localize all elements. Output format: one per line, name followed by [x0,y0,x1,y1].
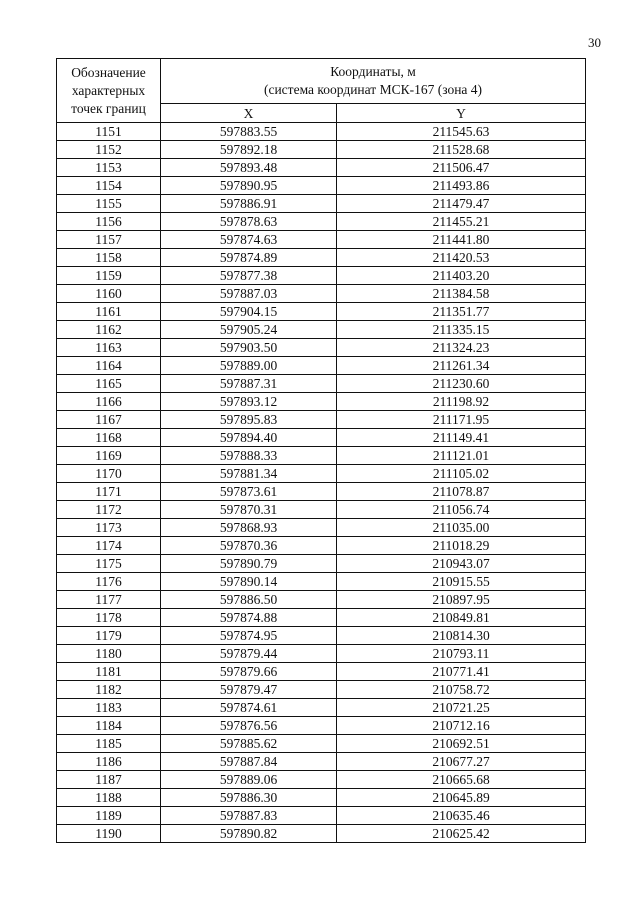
coordinates-table [56,58,586,843]
y-coordinate-cell: 211351.77 [337,303,586,321]
y-coordinate-cell: 210677.27 [337,753,586,771]
table-row [57,681,586,699]
y-column-header: Y [337,104,586,123]
table-row [57,123,586,141]
point-number-cell: 1188 [57,789,161,807]
point-number-cell: 1180 [57,645,161,663]
x-coordinate-cell: 597903.50 [161,339,337,357]
table-row [57,753,586,771]
x-coordinate-cell: 597877.38 [161,267,337,285]
y-coordinate-cell: 211545.63 [337,123,586,141]
x-coordinate-cell: 597890.82 [161,825,337,843]
point-number-cell: 1156 [57,213,161,231]
point-header-line-3: точек границ [71,100,146,116]
y-coordinate-cell: 211035.00 [337,519,586,537]
table-row [57,609,586,627]
y-coordinate-cell: 210814.30 [337,627,586,645]
table-row [57,573,586,591]
table-row [57,591,586,609]
y-coordinate-cell: 211149.41 [337,429,586,447]
y-coordinate-cell: 210897.95 [337,591,586,609]
y-coordinate-cell: 211479.47 [337,195,586,213]
point-number-cell: 1168 [57,429,161,447]
x-coordinate-cell: 597879.44 [161,645,337,663]
point-number-cell: 1189 [57,807,161,825]
point-number-cell: 1151 [57,123,161,141]
x-coordinate-cell: 597874.89 [161,249,337,267]
table-row [57,519,586,537]
point-number-cell: 1183 [57,699,161,717]
table-row [57,321,586,339]
x-coordinate-cell: 597893.12 [161,393,337,411]
y-coordinate-cell: 211198.92 [337,393,586,411]
x-coordinate-cell: 597883.55 [161,123,337,141]
x-coordinate-cell: 597895.83 [161,411,337,429]
table-row [57,339,586,357]
y-coordinate-cell: 211420.53 [337,249,586,267]
point-number-cell: 1187 [57,771,161,789]
x-coordinate-cell: 597874.88 [161,609,337,627]
table-row [57,267,586,285]
point-number-cell: 1154 [57,177,161,195]
coordinates-header [161,59,586,104]
y-coordinate-cell: 211335.15 [337,321,586,339]
x-coordinate-cell: 597904.15 [161,303,337,321]
point-number-cell: 1170 [57,465,161,483]
point-number-cell: 1165 [57,375,161,393]
y-coordinate-cell: 211171.95 [337,411,586,429]
x-coordinate-cell: 597887.03 [161,285,337,303]
x-coordinate-cell: 597887.84 [161,753,337,771]
x-coordinate-cell: 597887.83 [161,807,337,825]
table-row [57,231,586,249]
coordinate-system-subtitle: (система координат МСК-167 (зона 4) [263,82,483,98]
y-coordinate-cell: 210849.81 [337,609,586,627]
x-coordinate-cell: 597890.14 [161,573,337,591]
point-number-cell: 1190 [57,825,161,843]
y-coordinate-cell: 211121.01 [337,447,586,465]
x-coordinate-cell: 597879.66 [161,663,337,681]
point-number-cell: 1166 [57,393,161,411]
x-coordinate-cell: 597886.50 [161,591,337,609]
y-coordinate-cell: 210712.16 [337,717,586,735]
table-row [57,483,586,501]
table-row [57,771,586,789]
x-coordinate-cell: 597905.24 [161,321,337,339]
point-number-cell: 1176 [57,573,161,591]
table-row [57,717,586,735]
y-coordinate-cell: 211493.86 [337,177,586,195]
table-row [57,375,586,393]
x-coordinate-cell: 597890.95 [161,177,337,195]
table-row [57,789,586,807]
y-coordinate-cell: 210771.41 [337,663,586,681]
x-coordinate-cell: 597868.93 [161,519,337,537]
table-row [57,465,586,483]
table-row [57,141,586,159]
x-coordinate-cell: 597887.31 [161,375,337,393]
point-number-cell: 1155 [57,195,161,213]
point-number-cell: 1167 [57,411,161,429]
y-coordinate-cell: 210793.11 [337,645,586,663]
point-number-cell: 1162 [57,321,161,339]
table-row [57,501,586,519]
point-number-cell: 1179 [57,627,161,645]
point-number-cell: 1160 [57,285,161,303]
y-coordinate-cell: 211078.87 [337,483,586,501]
point-number-cell: 1172 [57,501,161,519]
table-row [57,537,586,555]
point-number-cell: 1174 [57,537,161,555]
table-row [57,627,586,645]
table-row [57,555,586,573]
x-coordinate-cell: 597892.18 [161,141,337,159]
y-coordinate-cell: 210645.89 [337,789,586,807]
table-row [57,357,586,375]
y-coordinate-cell: 211384.58 [337,285,586,303]
point-number-cell: 1181 [57,663,161,681]
x-coordinate-cell: 597874.95 [161,627,337,645]
point-number-cell: 1185 [57,735,161,753]
x-coordinate-cell: 597889.00 [161,357,337,375]
table-row [57,411,586,429]
x-coordinate-cell: 597893.48 [161,159,337,177]
y-coordinate-cell: 211105.02 [337,465,586,483]
table-row [57,663,586,681]
x-column-header: X [161,104,337,123]
table-row [57,285,586,303]
point-number-cell: 1163 [57,339,161,357]
y-coordinate-cell: 211506.47 [337,159,586,177]
x-coordinate-cell: 597889.06 [161,771,337,789]
y-coordinate-cell: 211056.74 [337,501,586,519]
y-coordinate-cell: 211528.68 [337,141,586,159]
table-row [57,807,586,825]
table-row [57,249,586,267]
table-row [57,213,586,231]
point-number-cell: 1177 [57,591,161,609]
x-coordinate-cell: 597870.36 [161,537,337,555]
y-coordinate-cell: 211441.80 [337,231,586,249]
table-row [57,699,586,717]
x-coordinate-cell: 597886.30 [161,789,337,807]
x-coordinate-cell: 597886.91 [161,195,337,213]
page-number: 30 [588,35,601,50]
x-coordinate-cell: 597873.61 [161,483,337,501]
x-coordinate-cell: 597878.63 [161,213,337,231]
point-number-cell: 1175 [57,555,161,573]
y-coordinate-cell: 211261.34 [337,357,586,375]
x-coordinate-cell: 597870.31 [161,501,337,519]
table-row [57,303,586,321]
y-coordinate-cell: 210665.68 [337,771,586,789]
y-coordinate-cell: 211324.23 [337,339,586,357]
x-coordinate-cell: 597890.79 [161,555,337,573]
table-row [57,447,586,465]
point-number-cell: 1159 [57,267,161,285]
point-number-cell: 1158 [57,249,161,267]
table-row [57,393,586,411]
point-number-cell: 1164 [57,357,161,375]
coordinates-title: Координаты, м [330,64,416,80]
point-header-line-2: характерных [71,82,146,98]
y-coordinate-cell: 211455.21 [337,213,586,231]
y-coordinate-cell: 211403.20 [337,267,586,285]
y-coordinate-cell: 211230.60 [337,375,586,393]
y-coordinate-cell: 210635.46 [337,807,586,825]
x-coordinate-cell: 597894.40 [161,429,337,447]
point-number-cell: 1169 [57,447,161,465]
x-coordinate-cell: 597874.61 [161,699,337,717]
y-coordinate-cell: 210692.51 [337,735,586,753]
y-coordinate-cell: 210943.07 [337,555,586,573]
table-row [57,159,586,177]
x-coordinate-cell: 597881.34 [161,465,337,483]
point-number-cell: 1153 [57,159,161,177]
y-coordinate-cell: 211018.29 [337,537,586,555]
point-number-cell: 1152 [57,141,161,159]
y-coordinate-cell: 210625.42 [337,825,586,843]
point-number-cell: 1157 [57,231,161,249]
x-coordinate-cell: 597874.63 [161,231,337,249]
x-coordinate-cell: 597885.62 [161,735,337,753]
table-row [57,177,586,195]
y-coordinate-cell: 210758.72 [337,681,586,699]
y-coordinate-cell: 210915.55 [337,573,586,591]
x-coordinate-cell: 597876.56 [161,717,337,735]
table-row [57,645,586,663]
point-header-line-1: Обозначение [71,64,146,80]
point-number-cell: 1171 [57,483,161,501]
point-number-cell: 1178 [57,609,161,627]
x-coordinate-cell: 597879.47 [161,681,337,699]
table-row [57,195,586,213]
table-row [57,825,586,843]
table-row [57,429,586,447]
x-coordinate-cell: 597888.33 [161,447,337,465]
point-number-cell: 1173 [57,519,161,537]
table-row [57,735,586,753]
point-number-cell: 1184 [57,717,161,735]
point-designation-header [57,59,161,123]
point-number-cell: 1182 [57,681,161,699]
table-body [57,123,586,843]
point-number-cell: 1161 [57,303,161,321]
y-coordinate-cell: 210721.25 [337,699,586,717]
point-number-cell: 1186 [57,753,161,771]
